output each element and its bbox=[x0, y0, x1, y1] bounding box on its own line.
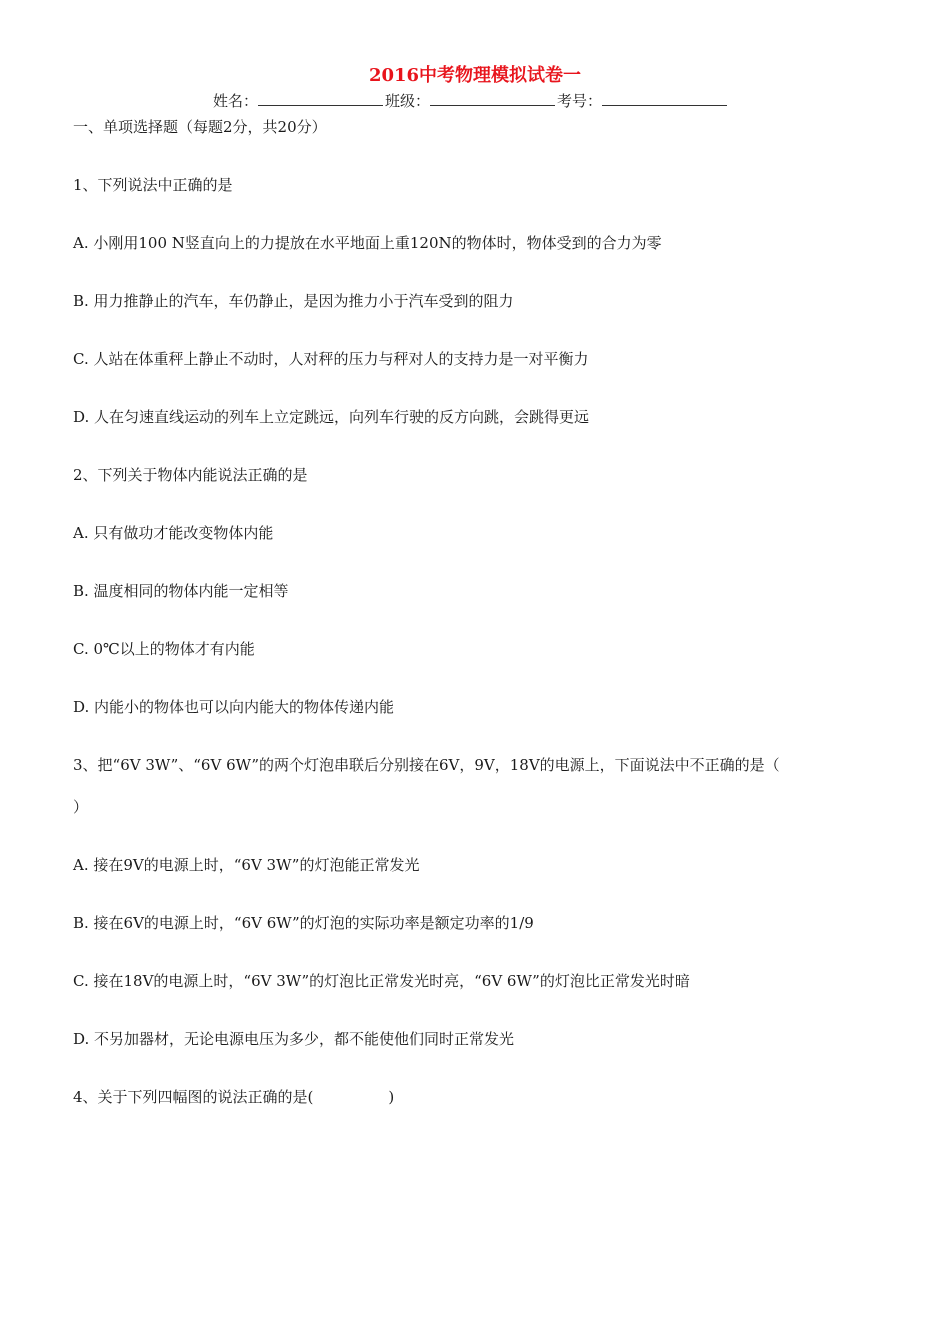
question-2-option-c: C. 0℃以上的物体才有内能 bbox=[73, 640, 255, 658]
question-2-option-b: B. 温度相同的物体内能一定相等 bbox=[73, 582, 289, 600]
class-label: 班级： bbox=[385, 92, 431, 110]
name-label: 姓名： bbox=[213, 92, 259, 110]
question-3-stem: 3、把“6V 3W”、“6V 6W”的两个灯泡串联后分别接在6V，9V，18V的电源上，下面说法中不正确的是（ bbox=[73, 756, 780, 774]
class-blank bbox=[430, 91, 555, 106]
question-3-stem-continued: ） bbox=[73, 798, 89, 816]
question-3-option-d: D. 不另加器材，无论电源电压为多少，都不能使他们同时正常发光 bbox=[73, 1030, 515, 1048]
question-3-option-b: B. 接在6V的电源上时，“6V 6W”的灯泡的实际功率是额定功率的1/9 bbox=[73, 914, 534, 932]
question-3-option-a: A. 接在9V的电源上时，“6V 3W”的灯泡能正常发光 bbox=[73, 856, 420, 874]
question-1-stem: 1、下列说法中正确的是 bbox=[73, 176, 233, 194]
question-1-option-d: D. 人在匀速直线运动的列车上立定跳远，向列车行驶的反方向跳，会跳得更远 bbox=[73, 408, 590, 426]
question-2-option-a: A. 只有做功才能改变物体内能 bbox=[73, 524, 274, 542]
question-1-option-c: C. 人站在体重秤上静止不动时，人对秤的压力与秤对人的支持力是一对平衡力 bbox=[73, 350, 589, 368]
section-heading: 一、单项选择题（每题2分，共20分） bbox=[73, 118, 327, 136]
question-1-option-b: B. 用力推静止的汽车，车仍静止，是因为推力小于汽车受到的阻力 bbox=[73, 292, 514, 310]
question-1-option-a: A. 小刚用100 N竖直向上的力提放在水平地面上重120N的物体时，物体受到的合力为零 bbox=[73, 234, 662, 252]
student-info-line bbox=[213, 90, 729, 111]
id-blank bbox=[602, 91, 727, 106]
question-3-option-c: C. 接在18V的电源上时，“6V 3W”的灯泡比正常发光时亮，“6V 6W”的灯泡比正常发光时暗 bbox=[73, 972, 690, 990]
id-label: 考号： bbox=[557, 92, 603, 110]
question-4-stem: 4、关于下列四幅图的说法正确的是( ) bbox=[73, 1088, 395, 1106]
name-blank bbox=[258, 91, 383, 106]
exam-title: 2016中考物理模拟试卷一 bbox=[368, 65, 582, 86]
question-2-option-d: D. 内能小的物体也可以向内能大的物体传递内能 bbox=[73, 698, 395, 716]
question-2-stem: 2、下列关于物体内能说法正确的是 bbox=[73, 466, 308, 484]
